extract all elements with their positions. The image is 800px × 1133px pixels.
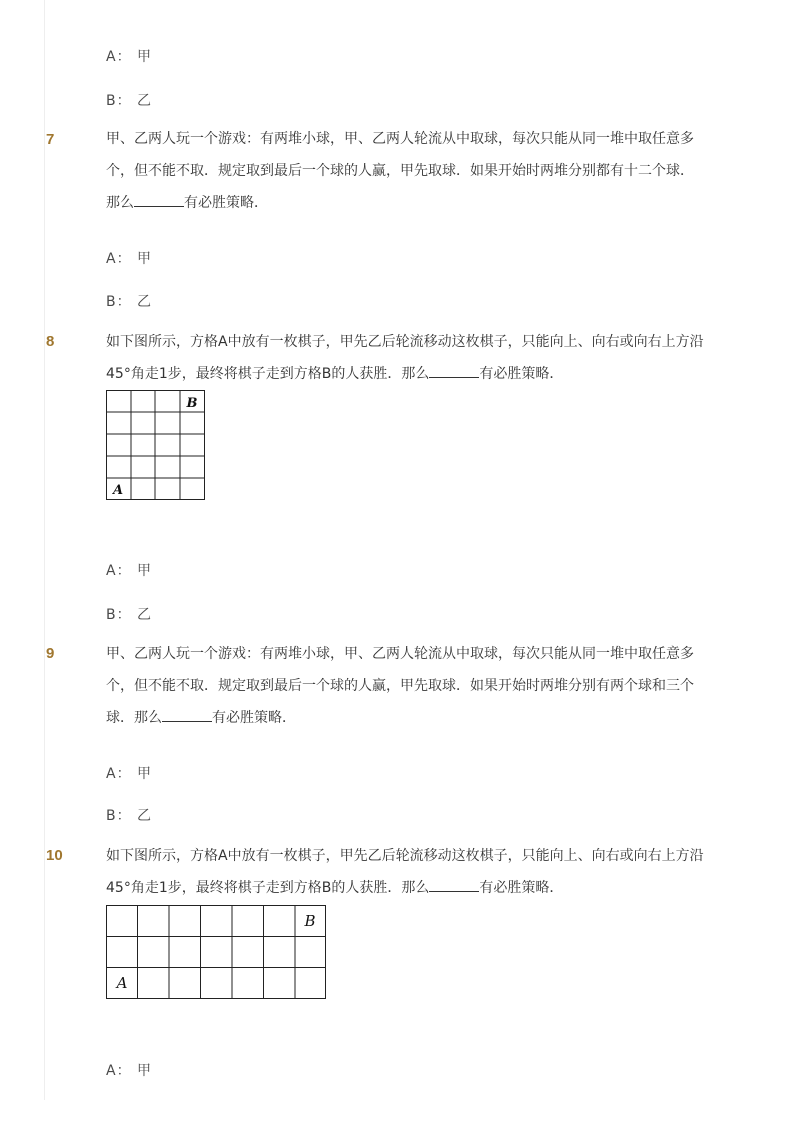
q8-board (106, 390, 206, 502)
q7-option-a[interactable]: A： 甲 (106, 251, 153, 267)
q6-option-b[interactable]: B： 乙 (106, 93, 153, 109)
q8-text-line-2 (106, 358, 716, 390)
q9-number: 9 (46, 645, 55, 662)
q9-text-line-3 (106, 702, 716, 734)
q7-text-line-2: 个，但不能不取．规定取到最后一个球的人赢，甲先取球．如果开始时两堆分别都有十二个球． (106, 163, 694, 179)
q9-answer-blank (162, 707, 212, 722)
q9-text-line-3a: 球．那么 (106, 710, 162, 726)
q8-option-a[interactable]: A： 甲 (106, 563, 153, 579)
q8-number: 8 (46, 333, 55, 350)
q9-text-line-3b: 有必胜策略． (212, 710, 296, 726)
q8-text-line-2a: 45°角走1步，最终将棋子走到方格B的人获胜．那么 (106, 366, 430, 382)
q8-cell-b-label: B (186, 396, 198, 411)
q10-text-line-1: 如下图所示，方格A中放有一枚棋子，甲先乙后轮流移动这枚棋子，只能向上、向右或向右上方沿 (106, 848, 704, 864)
q10-text-line-2a: 45°角走1步，最终将棋子走到方格B的人获胜．那么 (106, 880, 430, 896)
q7-text-line-1: 甲、乙两人玩一个游戏：有两堆小球，甲、乙两人轮流从中取球，每次只能从同一堆中取任意多 (106, 131, 694, 147)
q9-option-a[interactable]: A： 甲 (106, 766, 153, 782)
q6-option-a[interactable]: A： 甲 (106, 49, 153, 65)
q8-option-b[interactable]: B： 乙 (106, 607, 153, 623)
q10-option-a[interactable]: A： 甲 (106, 1063, 153, 1079)
q9-text-line-2: 个，但不能不取．规定取到最后一个球的人赢，甲先取球．如果开始时两堆分别有两个球和三个 (106, 678, 694, 694)
q8-text-line-1: 如下图所示，方格A中放有一枚棋子，甲先乙后轮流移动这枚棋子，只能向上、向右或向右上方沿 (106, 334, 704, 350)
q10-text-line-2b: 有必胜策略． (479, 880, 564, 896)
q7-number: 7 (46, 131, 55, 148)
q10-cell-b-label: B (304, 912, 316, 930)
q9-option-b[interactable]: B： 乙 (106, 808, 153, 824)
left-rule (44, 0, 45, 1100)
q10-number: 10 (46, 847, 63, 864)
q7-text-line-3b: 有必胜策略． (184, 195, 268, 211)
q9-text-line-1: 甲、乙两人玩一个游戏：有两堆小球，甲、乙两人轮流从中取球，每次只能从同一堆中取任意多 (106, 646, 694, 662)
q10-board (106, 905, 328, 1001)
q9-text (106, 638, 716, 734)
q8-cell-a-label: A (112, 483, 124, 498)
q8-answer-blank (429, 363, 479, 378)
q8-text (106, 326, 716, 390)
q10-cell-a-label: A (116, 974, 128, 992)
q7-text-line-3 (106, 187, 716, 219)
q7-text (106, 123, 716, 219)
q10-text (106, 840, 716, 904)
q7-option-b[interactable]: B： 乙 (106, 294, 153, 310)
q10-grid-lines (107, 906, 326, 999)
q10-answer-blank (429, 877, 479, 892)
q10-text-line-2 (106, 872, 716, 904)
q7-answer-blank (134, 192, 184, 207)
q7-text-line-3a: 那么 (106, 195, 134, 211)
q8-text-line-2b: 有必胜策略． (479, 366, 564, 382)
